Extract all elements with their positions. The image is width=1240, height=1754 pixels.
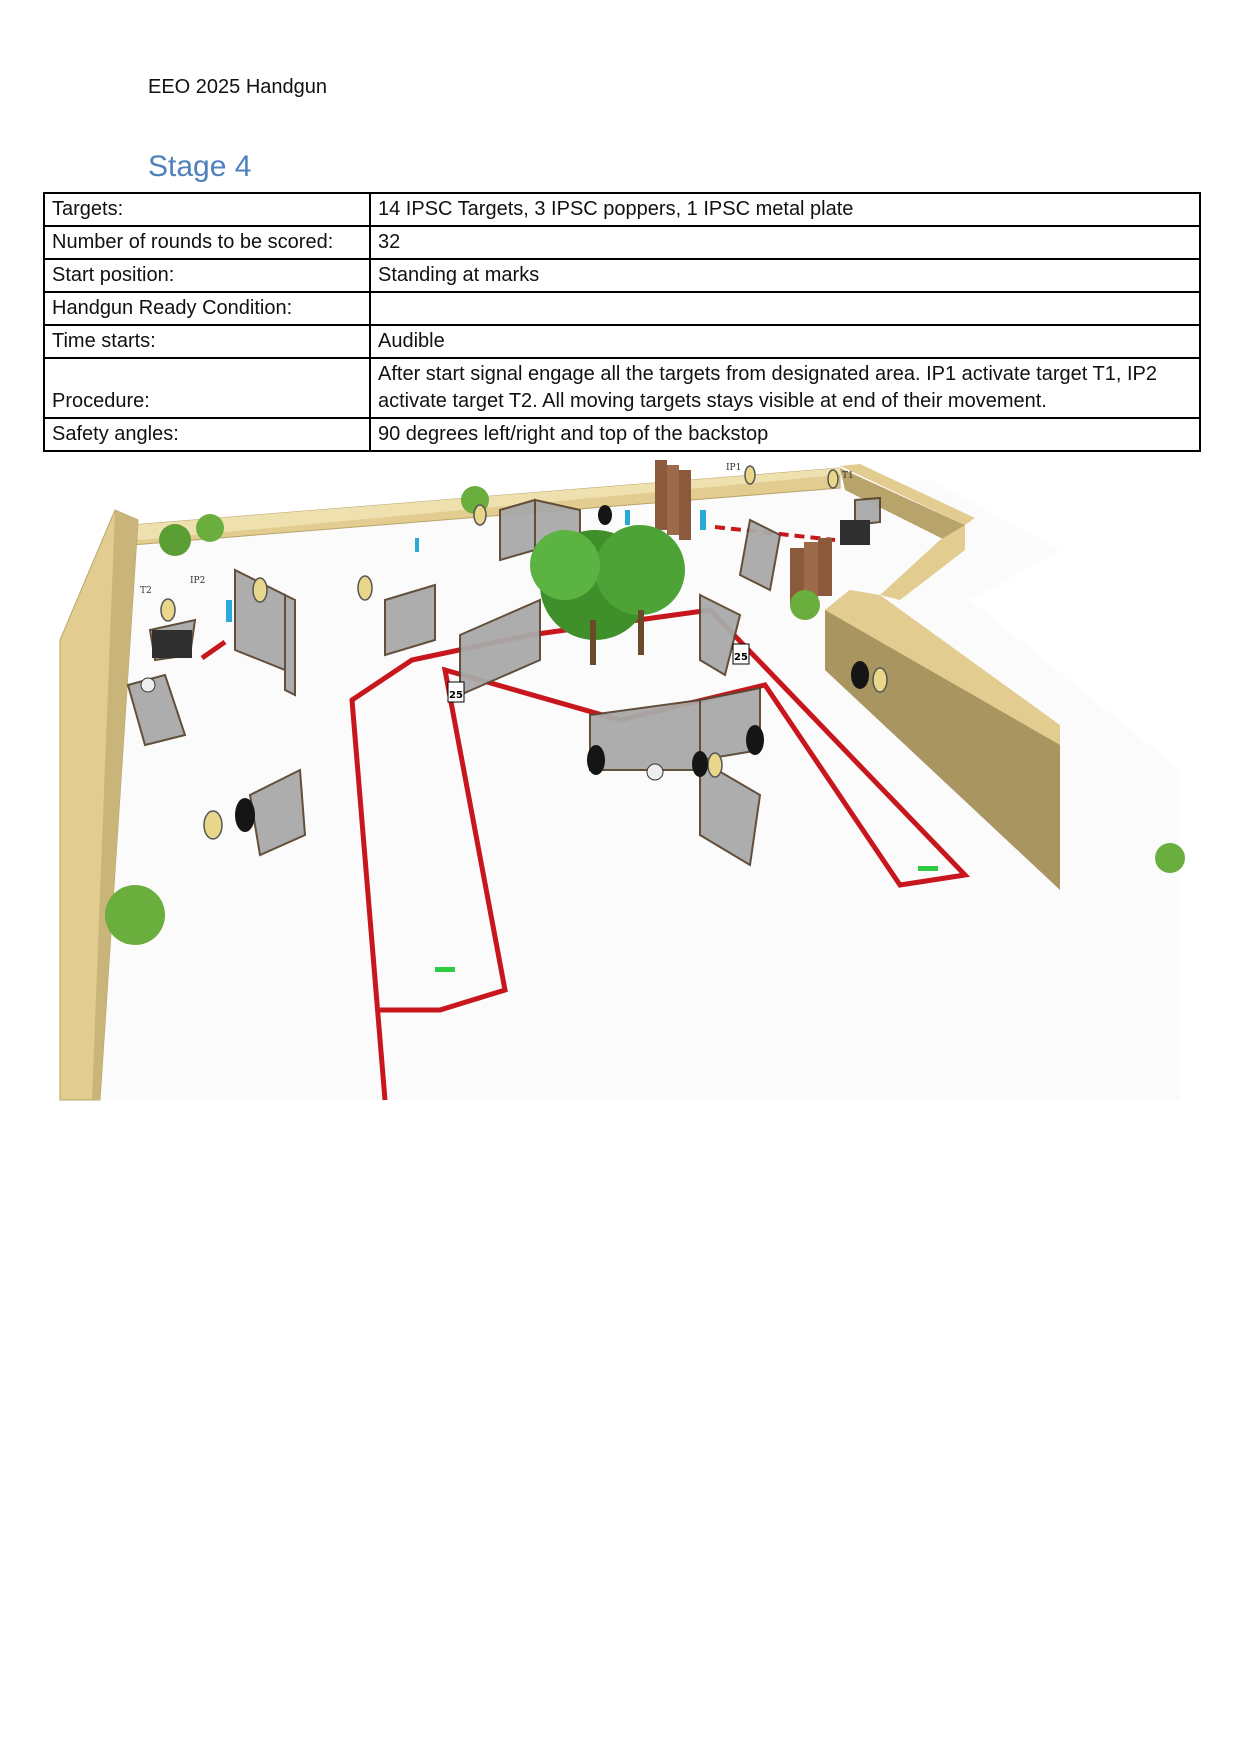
label-t2: T2 [140,586,152,596]
bush [196,514,224,542]
table-row [44,292,1200,325]
row-label-procedure: Procedure: [44,358,370,418]
barrels-back [655,460,691,540]
document-header: EEO 2025 Handgun [148,76,328,98]
tire-stack [746,725,764,755]
tire-stack [692,751,708,777]
label-t1: T1 [842,471,854,481]
table-row [44,193,1200,226]
moving-target-t1 [840,520,870,545]
row-value-time-starts: Audible [370,325,1200,358]
panel [500,500,535,560]
ipsc-target [745,466,755,484]
tire-stack [598,505,612,525]
table-row [44,418,1200,451]
speed-sign-value: 25 [449,690,463,701]
ipsc-target [161,599,175,621]
activator-back [625,510,630,525]
tire-stack [235,798,255,832]
row-label-start-position: Start position: [44,259,370,292]
stage-title: Stage 4 [148,150,252,183]
ipsc-target [708,753,722,777]
table-row [44,325,1200,358]
speed-sign [733,644,749,664]
ipsc-target [873,668,887,692]
table-row [44,226,1200,259]
label-ip2: IP2 [190,576,206,586]
row-value-start-position: Standing at marks [370,259,1200,292]
tire-stack [587,745,605,775]
tire-stack [851,661,869,689]
activator-ip2 [226,600,232,622]
speed-sign-value: 25 [734,652,748,663]
row-value-targets: 14 IPSC Targets, 3 IPSC poppers, 1 IPSC metal plate [370,193,1200,226]
activator-ip1 [700,510,706,530]
start-mark-left [435,967,455,972]
ipsc-target [358,576,372,600]
activator-popper [415,538,419,552]
row-value-procedure: After start signal engage all the targets from designated area. IP1 activate target T1, IP2 activate target T2. All moving targets stays visible at end of their movement. [370,358,1200,418]
no-shoot-target [647,764,663,780]
row-label-rounds: Number of rounds to be scored: [44,226,370,259]
stage-info-table [43,192,1201,452]
panel [285,595,295,695]
row-label-time-starts: Time starts: [44,325,370,358]
moving-target-t2 [152,630,192,658]
bush [1155,843,1185,873]
row-value-safety-angles: 90 degrees left/right and top of the backstop [370,418,1200,451]
ipsc-target [828,470,838,488]
bush [159,524,191,556]
start-mark-right [918,866,938,871]
row-value-ready-condition [370,292,1200,325]
bush [790,590,820,620]
label-ip1: IP1 [726,463,742,473]
row-label-safety-angles: Safety angles: [44,418,370,451]
no-shoot-target [141,678,155,692]
ipsc-target [253,578,267,602]
table-row [44,259,1200,292]
speed-sign [448,682,464,702]
row-label-ready-condition: Handgun Ready Condition: [44,292,370,325]
stage-layout-diagram [60,463,1180,1100]
row-label-targets: Targets: [44,193,370,226]
row-value-rounds: 32 [370,226,1200,259]
ipsc-target [474,505,486,525]
bush [105,885,165,945]
table-row [44,358,1200,418]
ipsc-target [204,811,222,839]
